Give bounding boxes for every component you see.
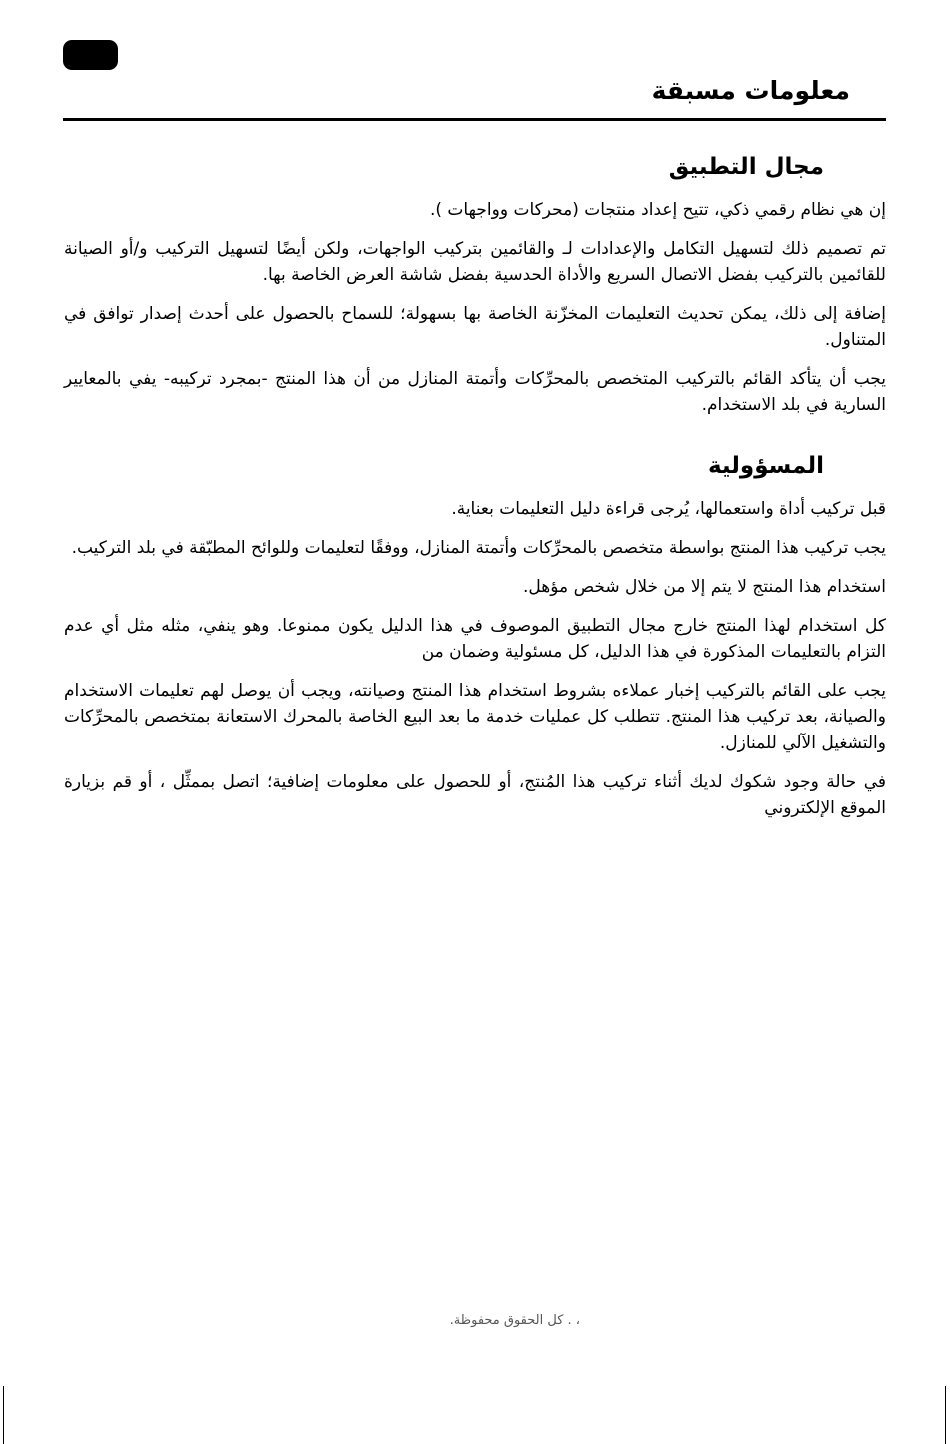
section-title-scope: مجال التطبيق [668, 154, 824, 180]
title-divider [63, 118, 886, 121]
crop-mark-right [945, 1386, 946, 1444]
section-scope [64, 145, 886, 418]
paragraph: استخدام هذا المنتج لا يتم إلا من خلال شخص مؤهل. [523, 577, 886, 597]
section-title-responsibility: المسؤولية [707, 453, 824, 479]
crop-mark-left [3, 1386, 4, 1444]
paragraph: في حالة وجود شكوك لديك أثناء تركيب هذا المُنتج، أو للحصول على معلومات إضافية؛ اتصل بممثِّل ، أو قم بزيارة الموقع الإلكتروني [64, 772, 886, 818]
paragraph: كل استخدام لهذا المنتج خارج مجال التطبيق الموصوف في هذا الدليل يكون ممنوعا. وهو ينفي، مثله مثل أي عدم التزام بالتعليمات المذكورة في هذا الدليل، كل مسئولية وضمان من [64, 616, 886, 662]
paragraph: يجب على القائم بالتركيب إخبار عملاءه بشروط استخدام هذا المنتج وصيانته، ويجب أن يوصل لهم تعليمات الاستخدام والصيانة، بعد تركيب هذا المنتج. تتطلب كل عمليات خدمة ما بعد البيع الخاصة بالمحرك الاستعانة بمتخصص بالمحرِّكات والتشغيل الآلي للمنازل. [64, 681, 886, 753]
paragraph: إن هي نظام رقمي ذكي، تتيح إعداد منتجات (محركات وواجهات ). [429, 200, 886, 220]
section-responsibility [64, 444, 886, 821]
page-content [64, 145, 886, 834]
paragraph: إضافة إلى ذلك، يمكن تحديث التعليمات المخزّنة الخاصة بها بسهولة؛ للسماح بالحصول على أحدث إصدار توافق في المتناول. [64, 304, 886, 350]
paragraph: يجب تركيب هذا المنتج بواسطة متخصص بالمحرِّكات وأتمتة المنازل، ووفقًا لتعليمات وللوائح المطبّقة في بلد التركيب. [71, 538, 886, 558]
page-title: معلومات مسبقة [651, 76, 850, 105]
language-tab [63, 40, 118, 70]
paragraph: يجب أن يتأكد القائم بالتركيب المتخصص بالمحرِّكات وأتمتة المنازل من أن هذا المنتج -بمجرد تركيبه- يفي بالمعايير السارية في بلد الاستخدام. [64, 369, 886, 415]
copyright-notice: ، . كل الحقوق محفوظة. [449, 1313, 580, 1328]
paragraph: قبل تركيب أداة واستعمالها، يُرجى قراءة دليل التعليمات بعناية. [451, 499, 886, 519]
paragraph: تم تصميم ذلك لتسهيل التكامل والإعدادات لـ والقائمين بتركيب الواجهات، ولكن أيضًا لتسهيل التركيب و/أو الصيانة للقائمين بالتركيب بفضل الاتصال السريع والأداة الحدسية بفضل شاشة العرض الخاصة بها. [64, 239, 886, 285]
